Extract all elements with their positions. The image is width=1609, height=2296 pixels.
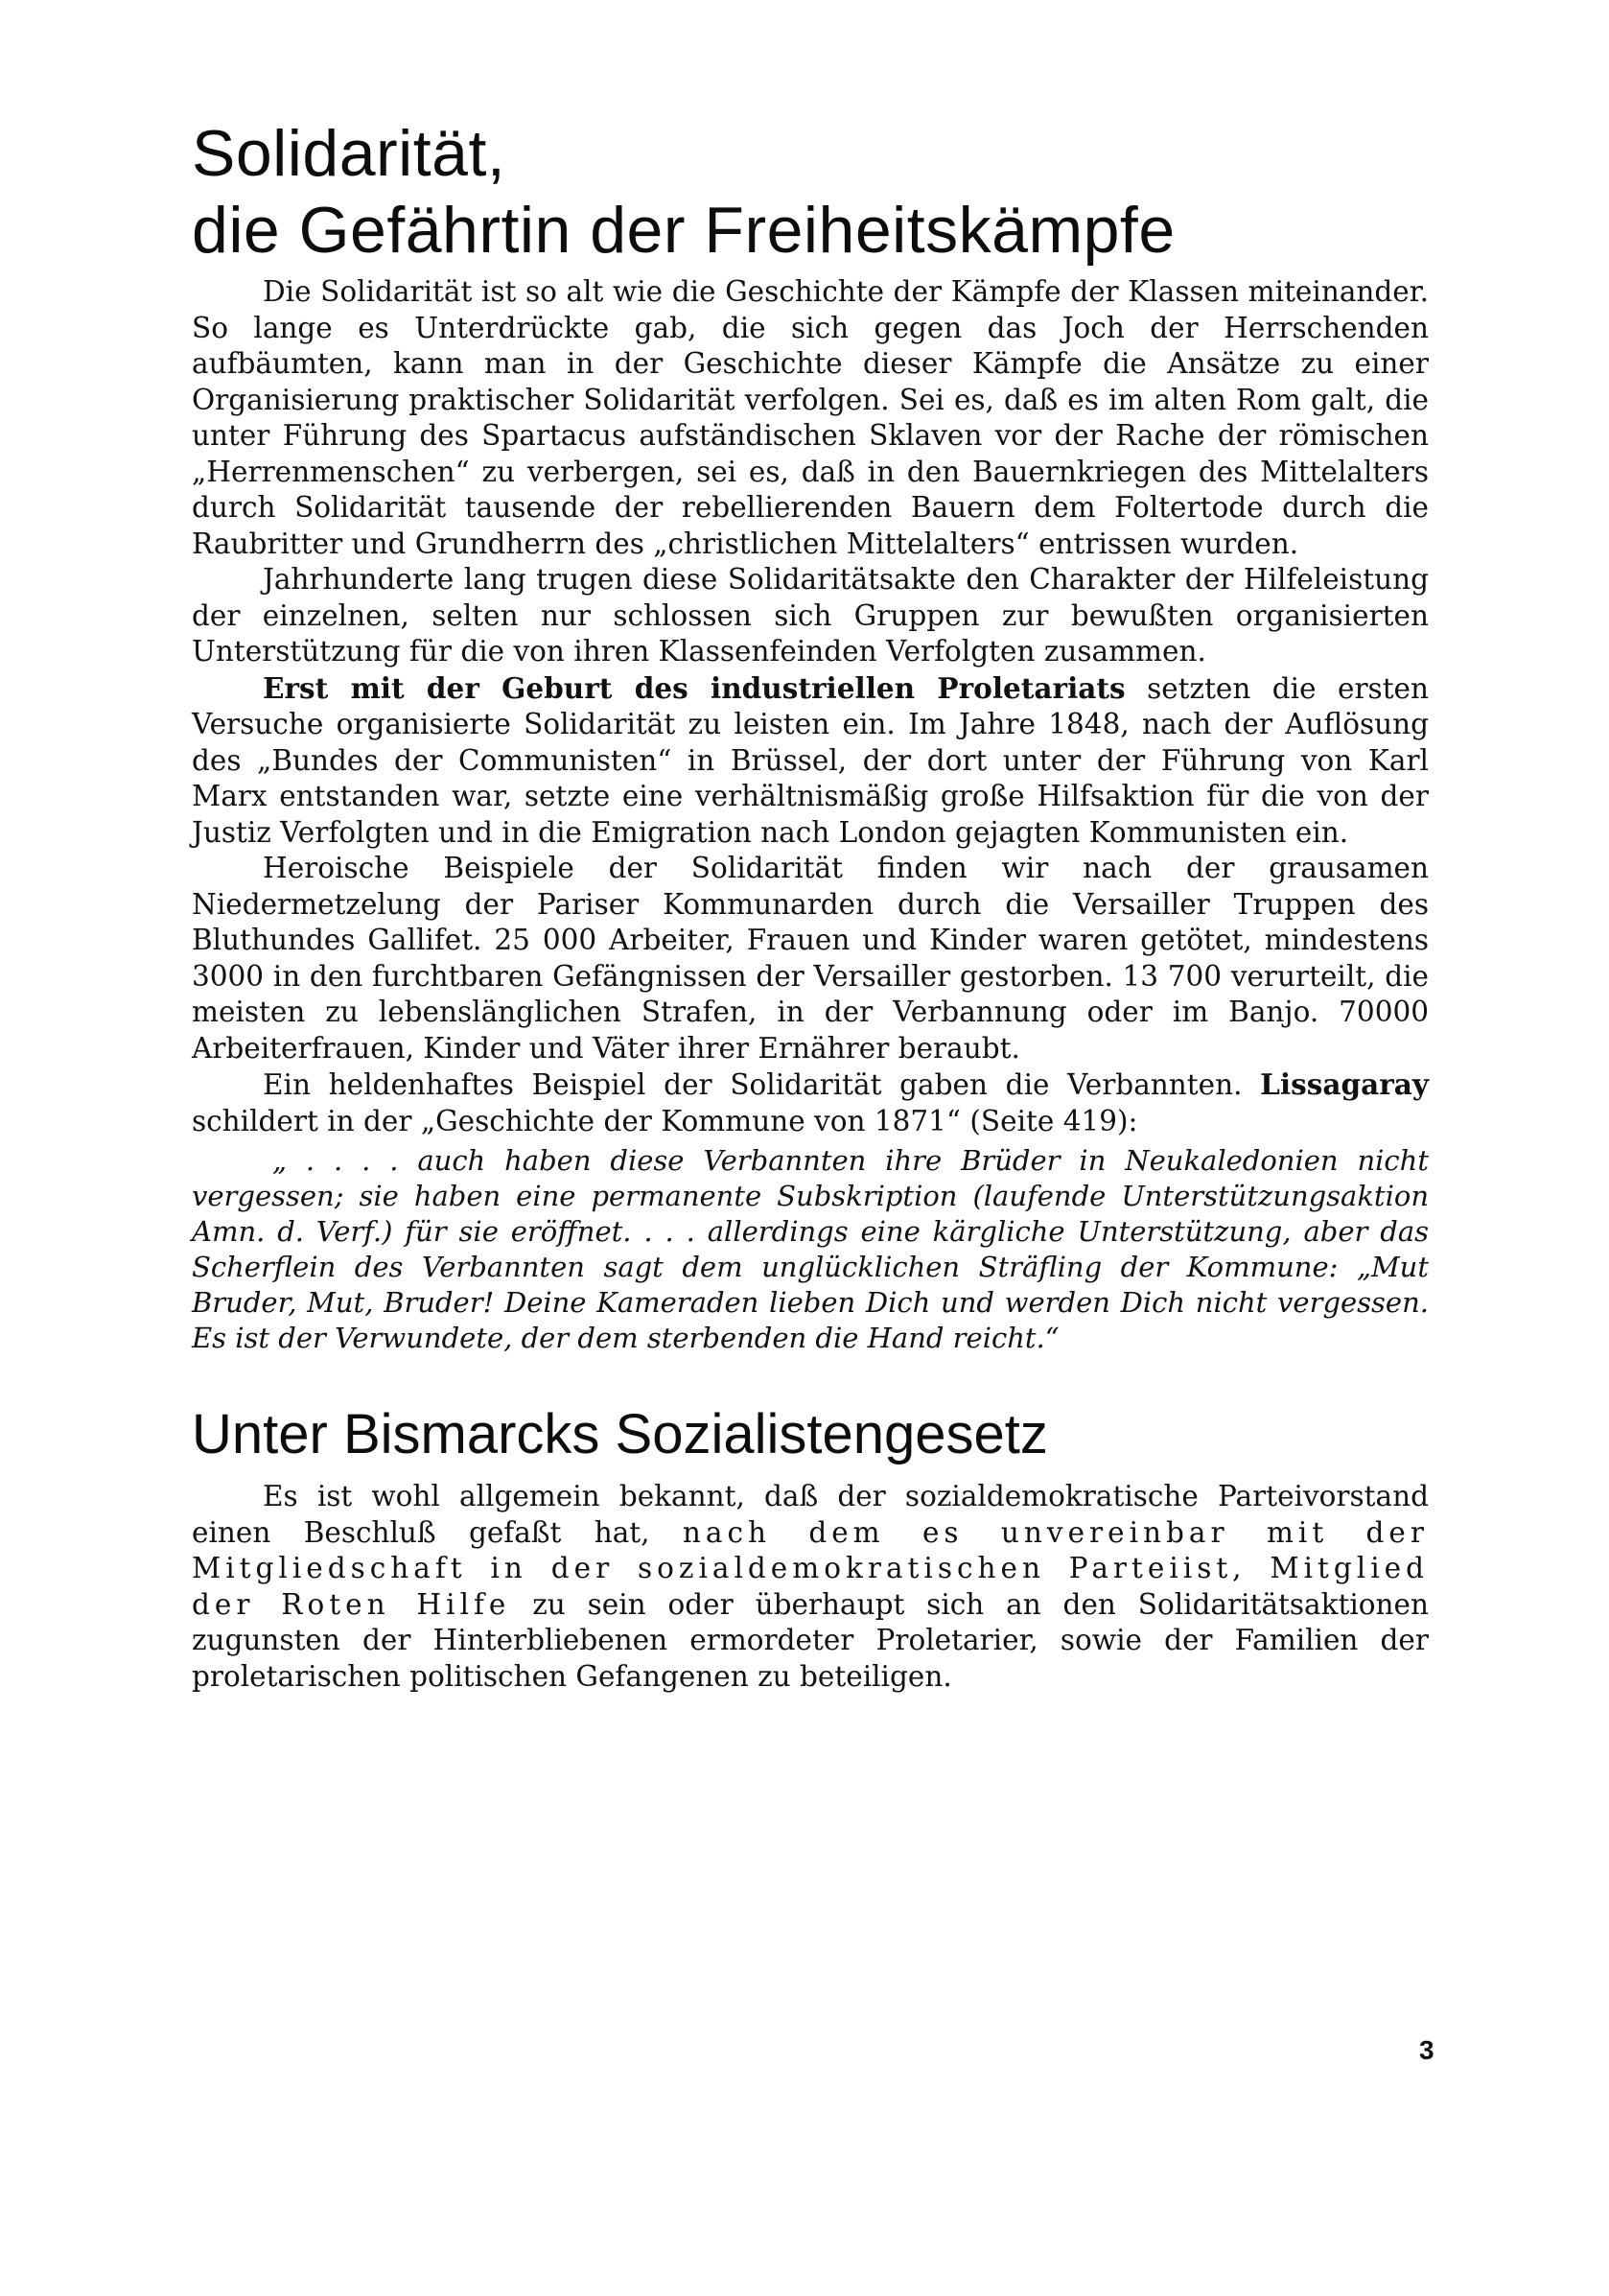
paragraph-3-bold-lead: Erst mit der Geburt des industriellen Proletariats [263, 670, 1126, 705]
page-number: 3 [1419, 2035, 1434, 2065]
paragraph-1: Die Solidarität ist so alt wie die Geschichte der Kämpfe der Klassen miteinander. So lange es Unterdrückte gab, die sich gegen das Joch der Herrschenden aufbäumten, kann man in der Geschichte dieser Kämpfe die Ansätze zu einer Organisierung praktischer Solidarität verfolgen. Sei es, daß es im alten Rom galt, die unter Führung des Spartacus aufständischen Sklaven vor der Rache der römischen „Herrenmenschen“ zu verbergen, sei es, daß in den Bauernkriegen des Mittelalters durch Solidarität tausende der rebellierenden Bauern dem Foltertode durch die Raubritter und Grundherrn des „christlichen Mittelalters“ entrissen wurden. [192, 275, 1429, 560]
paragraph-3-text: setzten die ersten Versuche organisierte Solidarität zu leisten ein. Im Jahre 1848, nach der Auflösung des „Bundes der Communisten“ in Brüssel, der dort unter der Führung von Karl Marx entstanden war, setzte eine verhältnismäßig große Hilfsaktion für die von der Justiz Verfolgten und in die Emigration nach London gejagten Kommunisten ein. [192, 671, 1430, 849]
paragraph-5-text-after: schildert in der „Geschichte der Kommune von 1871“ (Seite 419): [192, 1104, 1138, 1137]
paragraph-5-text-before: Ein heldenhaftes Beispiel der Solidarität gaben die Verbannten. [263, 1068, 1261, 1101]
section-2-paragraph [192, 1479, 1429, 1695]
block-quote: „ . . . . auch haben diese Verbannten ihre Brüder in Neukaledonien nicht vergessen; sie haben eine permanente Subskription (laufende Unterstützungsaktion Amn. d. Verf.) für sie eröffnet. . . . allerdings eine kärgliche Unterstützung, aber das Scherflein des Verbannten sagt dem unglücklichen Sträfling der Kommune: „Mut Bruder, Mut, Bruder! Deine Kameraden lieben Dich und werden Dich nicht vergessen. Es ist der Verwundete, der dem sterbenden die Hand reicht.“ [192, 1144, 1429, 1354]
section-2-text-before: Es ist wohl allgemein bekannt, daß der sozialdemokratische Parteivorstand einen Beschluß gefaßt hat, [192, 1480, 1429, 1549]
title-line-2: die Gefährtin der Freiheitskämpfe [192, 194, 1176, 267]
author-name: Lissagaray [1260, 1067, 1429, 1101]
section-2-text-after: zu sein oder überhaupt sich an den Solidaritätsaktionen zugunsten der Hinterbliebenen ermordeter Proletarier, sowie der Familien der proletarischen politischen Gefangenen zu beteiligen. [192, 1587, 1429, 1693]
title-line-1: Solidarität, [192, 117, 506, 190]
page-title [192, 115, 1429, 269]
paragraph-4: Heroische Beispiele der Solidarität finden wir nach der grausamen Niedermetzelung der Pariser Kommunarden durch die Versailler Truppen des Bluthundes Gallifet. 25 000 Arbeiter, Frauen und Kinder waren getötet, mindestens 3000 in den furchtbaren Gefängnissen der Versailler gestorben. 13 700 verurteilt, die meisten zu lebenslänglichen Strafen, in der Verbannung oder im Banjo. 70000 Arbeiterfrauen, Kinder und Väter ihrer Ernährer beraubt. [192, 852, 1429, 1065]
section-2-spaced-text: nach dem es unvereinbar mit der Mitgliedschaft in der sozialdemokratischen Parteiist, Mitglied der Roten Hilfe [192, 1515, 1429, 1621]
paragraph-2: Jahrhunderte lang trugen diese Solidaritätsakte den Charakter der Hilfeleistung der einzelnen, selten nur schlossen sich Gruppen zur bewußten organisierten Unterstützung für die von ihren Klassenfeinden Verfolgten zusammen. [192, 563, 1429, 668]
paragraph-3 [192, 670, 1429, 852]
paragraph-5 [192, 1066, 1429, 1139]
text-column [192, 115, 1429, 1695]
section-heading: Unter Bismarcks Sozialistengesetz [192, 1403, 1048, 1465]
